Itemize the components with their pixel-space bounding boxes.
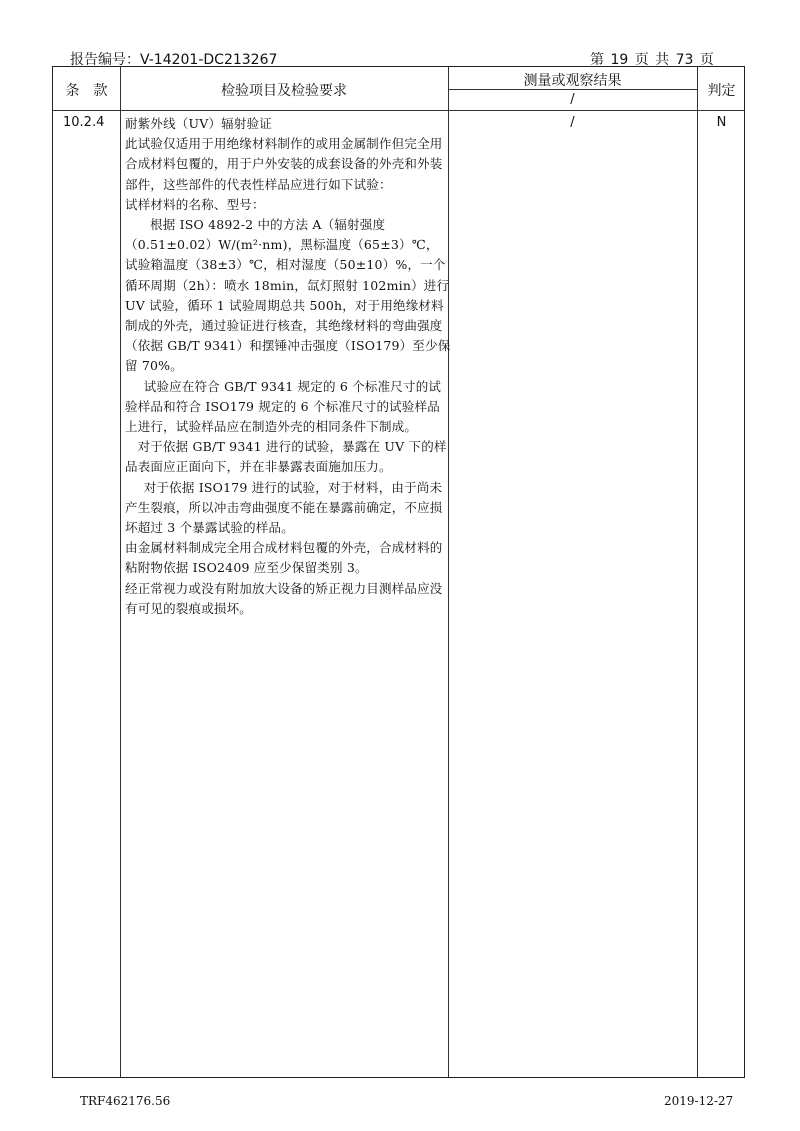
header-result-sub: / xyxy=(570,92,575,107)
report-number: 报告编号：V-14201-DC213267 xyxy=(70,52,278,68)
requirement-paragraph: 经正常视力或没有附加放大设备的矫正视力目测样品应没有可见的裂痕或损坏。 xyxy=(125,580,443,616)
clause-number: 10.2.4 xyxy=(63,115,105,130)
footer-date: 2019-12-27 xyxy=(664,1094,734,1108)
requirement-text xyxy=(125,114,451,619)
requirement-paragraph: 对于依据 ISO179 进行的试验，对于材料，由于尚未产生裂痕，所以冲击弯曲强度不能在暴露前确定，不应损坏超过 3 个暴露试验的样品。 xyxy=(125,479,443,536)
page-indicator: 第 19 页 共 73 页 xyxy=(590,52,714,68)
requirement-paragraph: 试样材料的名称、型号： xyxy=(125,196,265,212)
requirement-paragraph: 对于依据 GB/T 9341 进行的试验，暴露在 UV 下的样品表面应正面向下，并在非暴露表面施加压力。 xyxy=(125,439,447,475)
header-verdict: 判定 xyxy=(707,83,736,99)
form-number: TRF462176.56 xyxy=(80,1094,171,1108)
header-result: 测量或观察结果 xyxy=(523,73,622,89)
header-requirement: 检验项目及检验要求 xyxy=(221,83,347,99)
header-divider xyxy=(53,110,744,111)
inspection-table xyxy=(52,66,745,1078)
requirement-paragraph: 由金属材料制成完全用合成材料包覆的外壳，合成材料的粘附物依据 ISO2409 应至少保留类别 3。 xyxy=(125,540,443,576)
col-divider-result xyxy=(697,67,698,1077)
requirement-paragraph: 试验应在符合 GB/T 9341 规定的 6 个标准尺寸的试验样品和符合 ISO179 规定的 6 个标准尺寸的试验样品上进行，试验样品应在制造外壳的相同条件下制成。 xyxy=(125,378,442,435)
verdict-value: N xyxy=(716,115,727,130)
requirement-paragraph: 此试验仅适用于用绝缘材料制作的或用金属制作但完全用合成材料包覆的，用于户外安装的成套设备的外壳和外装部件，这些部件的代表性样品应进行如下试验： xyxy=(125,136,443,192)
requirement-title: 耐紫外线（UV）辐射验证 xyxy=(125,116,272,131)
header-clause: 条 款 xyxy=(65,83,108,99)
col-divider-clause xyxy=(120,67,121,1077)
requirement-paragraph: 根据 ISO 4892-2 中的方法 A（辐射强度（0.51±0.02）W/(m²·nm)，黑标温度（65±3）℃，试验箱温度（38±3）℃，相对湿度（50±10）%，一个循环周期（2h）：喷水 18min，氙灯照射 102min）进行 UV 试验，循环 1 试验周期总共 500h，对于用绝缘材料制成的外壳，通过验证进行核查，其绝缘材料的弯曲强度（依据 GB/T 9341）和摆锤冲击强度（ISO179）至少保留 70%。 xyxy=(125,217,451,374)
result-value: / xyxy=(570,115,575,130)
